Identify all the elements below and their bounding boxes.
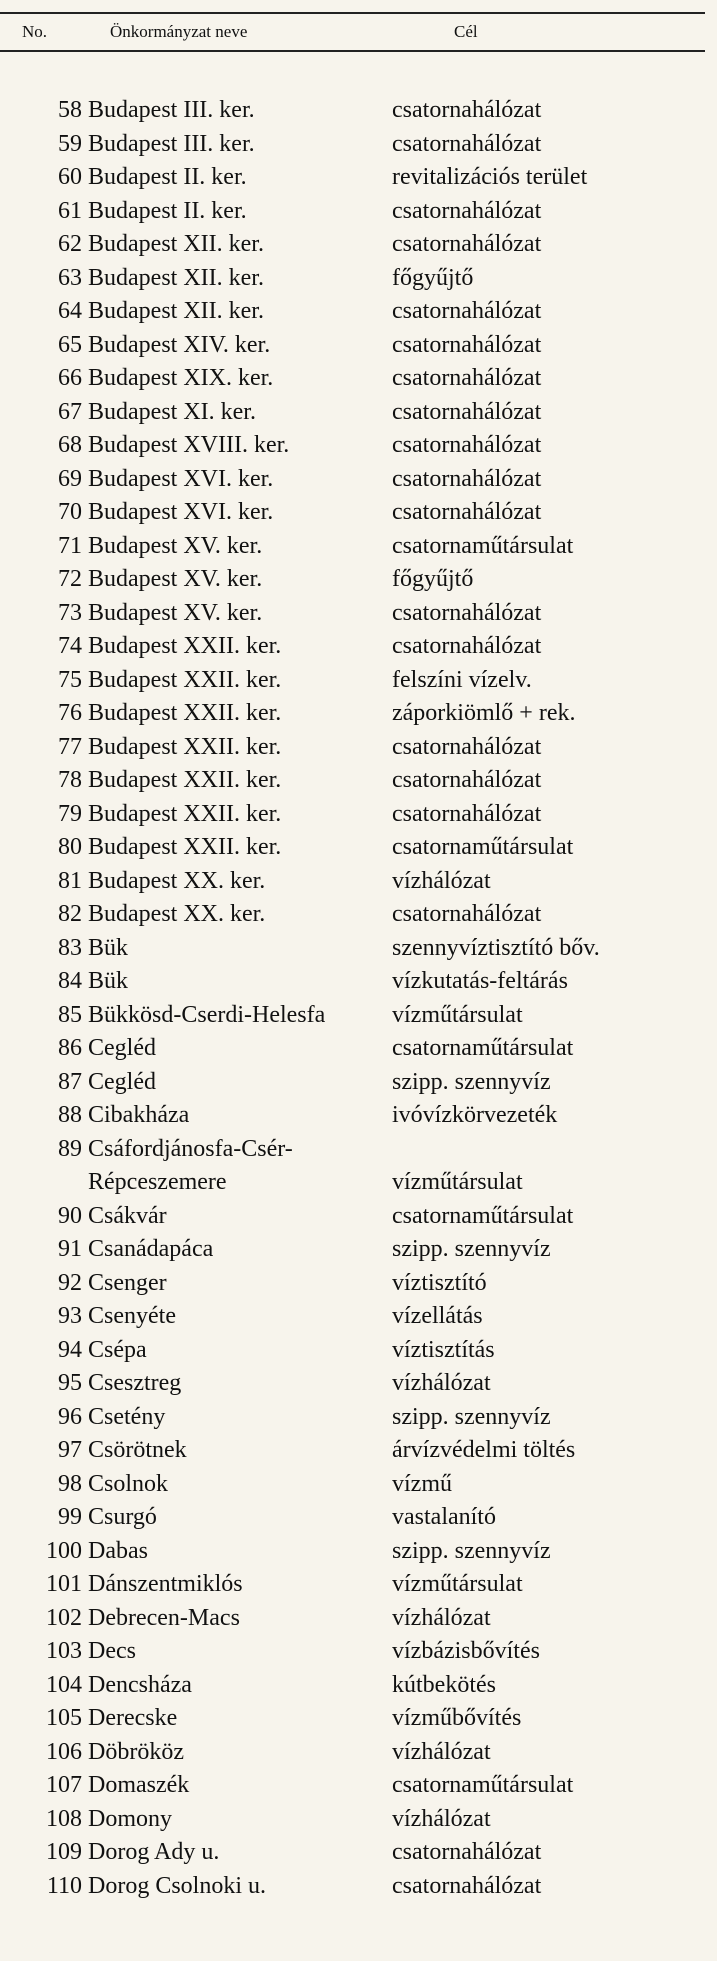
row-number: 95	[58, 1370, 82, 1396]
row-number: 102	[46, 1604, 82, 1631]
table-row	[0, 597, 705, 631]
row-number: 99	[58, 1504, 82, 1530]
row-municipality: Csetény	[88, 1403, 166, 1430]
table-row	[0, 1200, 705, 1234]
table-row	[0, 228, 705, 262]
row-municipality: Csáfordjánosfa-Csér-	[88, 1135, 293, 1162]
row-goal: vízhálózat	[392, 1370, 491, 1396]
row-goal: ivóvízkörvezeték	[392, 1102, 558, 1128]
row-goal: csatornahálózat	[392, 130, 542, 157]
table-row	[0, 195, 705, 229]
row-municipality: Budapest XIV. ker.	[88, 331, 271, 358]
table-row	[0, 1501, 705, 1535]
row-number: 82	[58, 901, 82, 927]
row-municipality: Budapest XV. ker.	[88, 566, 263, 592]
row-number: 63	[58, 264, 82, 291]
row-goal: revitalizációs terület	[392, 164, 588, 190]
table-row	[0, 697, 705, 731]
row-number: 77	[58, 733, 82, 760]
row-number: 89	[58, 1135, 82, 1162]
row-number: 87	[58, 1068, 82, 1095]
row-number: 104	[46, 1671, 82, 1698]
row-municipality: Debrecen-Macs	[88, 1604, 240, 1631]
row-goal: főgyűjtő	[392, 566, 474, 592]
row-municipality: Cegléd	[88, 1035, 156, 1061]
table-row	[0, 898, 705, 932]
row-goal: vízhálózat	[392, 1805, 491, 1832]
row-number: 75	[58, 666, 82, 693]
table-row	[0, 1434, 705, 1468]
table-header	[0, 22, 705, 44]
table-row	[0, 530, 705, 564]
row-goal: csatornahálózat	[392, 901, 542, 927]
row-goal: csatornahálózat	[392, 1872, 542, 1899]
row-municipality: Bükkösd-Cserdi-Helesfa	[88, 1001, 326, 1028]
row-goal: szipp. szennyvíz	[392, 1403, 551, 1430]
table-row	[0, 262, 705, 296]
row-municipality: Cibakháza	[88, 1102, 190, 1128]
row-goal: vízműtársulat	[392, 1001, 523, 1028]
row-number: 67	[58, 398, 82, 425]
row-number: 88	[58, 1102, 82, 1128]
row-goal: vízhálózat	[392, 1738, 491, 1765]
row-goal: csatornahálózat	[392, 197, 542, 224]
row-number: 97	[58, 1437, 82, 1463]
row-goal: csatornahálózat	[392, 1839, 542, 1865]
row-goal: vízműbővítés	[392, 1705, 522, 1731]
row-municipality: Budapest XXII. ker.	[88, 767, 282, 793]
table-row	[0, 295, 705, 329]
row-goal: vízkutatás-feltárás	[392, 968, 568, 994]
table-row	[0, 1836, 705, 1870]
row-goal: szipp. szennyvíz	[392, 1236, 551, 1262]
table-row	[0, 1702, 705, 1736]
table-row	[0, 798, 705, 832]
row-goal: kútbekötés	[392, 1671, 496, 1698]
table-row	[0, 764, 705, 798]
row-municipality: Budapest II. ker.	[88, 164, 247, 190]
row-municipality: Dánszentmiklós	[88, 1571, 243, 1597]
row-municipality: Budapest XII. ker.	[88, 264, 264, 291]
row-municipality: Budapest III. ker.	[88, 130, 255, 157]
row-municipality-continued: Répceszemere	[88, 1169, 227, 1195]
row-number: 100	[46, 1537, 82, 1564]
table-row	[0, 429, 705, 463]
row-municipality: Budapest XXII. ker.	[88, 700, 282, 726]
row-number: 109	[46, 1839, 82, 1865]
row-number: 70	[58, 499, 82, 525]
table-row	[0, 932, 705, 966]
table-row	[0, 496, 705, 530]
row-municipality: Dencsháza	[88, 1671, 192, 1698]
row-goal: csatornahálózat	[392, 733, 542, 760]
row-municipality: Dabas	[88, 1537, 148, 1564]
row-municipality: Decs	[88, 1638, 136, 1664]
row-number: 79	[58, 800, 82, 827]
row-municipality: Budapest XI. ker.	[88, 398, 256, 425]
row-goal: csatornaműtársulat	[392, 532, 574, 559]
row-number: 68	[58, 432, 82, 458]
row-goal: csatornahálózat	[392, 633, 542, 659]
row-municipality: Csörötnek	[88, 1437, 187, 1463]
row-goal: főgyűjtő	[392, 264, 474, 291]
table-body	[0, 94, 705, 1903]
table-row	[0, 865, 705, 899]
row-municipality: Budapest XXII. ker.	[88, 733, 282, 760]
row-municipality: Csurgó	[88, 1504, 157, 1530]
row-number: 83	[58, 934, 82, 961]
row-goal: felszíni vízelv.	[392, 666, 532, 693]
table-row	[0, 161, 705, 195]
table-row	[0, 1736, 705, 1770]
row-municipality: Csesztreg	[88, 1370, 182, 1396]
row-municipality: Csolnok	[88, 1470, 169, 1497]
table-row	[0, 94, 705, 128]
row-goal: csatornahálózat	[392, 97, 542, 123]
row-municipality: Budapest II. ker.	[88, 197, 247, 224]
table-row	[0, 1233, 705, 1267]
table-row	[0, 1032, 705, 1066]
table-row	[0, 1568, 705, 1602]
row-number: 64	[58, 298, 82, 324]
row-number: 90	[58, 1202, 82, 1229]
table-row	[0, 1066, 705, 1100]
row-municipality: Döbrököz	[88, 1738, 184, 1765]
header-top-rule	[0, 12, 705, 14]
row-number: 93	[58, 1303, 82, 1329]
row-number: 60	[58, 164, 82, 190]
table-row	[0, 329, 705, 363]
row-goal: vastalanító	[392, 1504, 496, 1530]
row-number: 80	[58, 834, 82, 860]
row-number: 86	[58, 1035, 82, 1061]
row-goal: csatornahálózat	[392, 298, 542, 324]
row-municipality: Budapest XXII. ker.	[88, 633, 282, 659]
row-number: 66	[58, 365, 82, 391]
row-goal: csatornaműtársulat	[392, 834, 574, 860]
row-number: 96	[58, 1403, 82, 1430]
row-number: 84	[58, 968, 82, 994]
row-number: 103	[46, 1638, 82, 1664]
row-number: 61	[58, 197, 82, 224]
header-name: Önkormányzat neve	[110, 22, 248, 41]
row-municipality: Csépa	[88, 1336, 147, 1363]
row-municipality: Budapest XX. ker.	[88, 901, 266, 927]
row-municipality: Dorog Ady u.	[88, 1839, 220, 1865]
header-bottom-rule	[0, 50, 705, 52]
row-goal: vízműtársulat	[392, 1169, 523, 1195]
row-municipality: Budapest XVI. ker.	[88, 499, 274, 525]
row-number: 91	[58, 1236, 82, 1262]
row-municipality: Csákvár	[88, 1202, 167, 1229]
row-municipality: Budapest XVIII. ker.	[88, 432, 290, 458]
row-municipality: Budapest XXII. ker.	[88, 800, 282, 827]
row-municipality: Bük	[88, 968, 129, 994]
row-goal: víztisztító	[392, 1269, 487, 1296]
row-goal: csatornahálózat	[392, 499, 542, 525]
row-goal: csatornahálózat	[392, 231, 542, 257]
row-municipality: Budapest XXII. ker.	[88, 834, 282, 860]
table-row	[0, 1870, 705, 1904]
row-number: 101	[46, 1571, 82, 1597]
row-goal: szipp. szennyvíz	[392, 1537, 551, 1564]
row-number: 62	[58, 231, 82, 257]
row-municipality: Budapest XX. ker.	[88, 867, 266, 894]
row-goal: árvízvédelmi töltés	[392, 1437, 576, 1463]
row-number: 59	[58, 130, 82, 157]
row-municipality: Domony	[88, 1805, 172, 1832]
table-row	[0, 1300, 705, 1334]
table-row	[0, 1099, 705, 1133]
table-row	[0, 1267, 705, 1301]
row-goal: csatornahálózat	[392, 599, 542, 626]
row-goal: szennyvíztisztító bőv.	[392, 934, 600, 961]
table-row	[0, 563, 705, 597]
table-row	[0, 999, 705, 1033]
row-municipality: Budapest XV. ker.	[88, 532, 263, 559]
row-goal: záporkiömlő + rek.	[392, 700, 576, 726]
row-goal: csatornahálózat	[392, 365, 542, 391]
table-row	[0, 1635, 705, 1669]
row-municipality: Bük	[88, 934, 129, 961]
table-row	[0, 630, 705, 664]
row-goal: vízműtársulat	[392, 1571, 523, 1597]
table-row	[0, 1468, 705, 1502]
row-number: 81	[58, 867, 82, 894]
row-municipality: Dorog Csolnoki u.	[88, 1872, 267, 1899]
row-goal: vízhálózat	[392, 1604, 491, 1631]
row-number: 108	[46, 1805, 82, 1832]
row-goal: csatornahálózat	[392, 767, 542, 793]
row-number: 85	[58, 1001, 82, 1028]
row-goal: vízbázisbővítés	[392, 1638, 540, 1664]
row-number: 73	[58, 599, 82, 626]
row-municipality: Csenyéte	[88, 1303, 176, 1329]
row-goal: csatornahálózat	[392, 432, 542, 458]
row-goal: csatornaműtársulat	[392, 1035, 574, 1061]
row-number: 78	[58, 767, 82, 793]
row-municipality: Csenger	[88, 1269, 167, 1296]
table-row	[0, 1334, 705, 1368]
table-row	[0, 731, 705, 765]
row-number: 71	[58, 532, 82, 559]
row-municipality: Budapest XV. ker.	[88, 599, 263, 626]
row-number: 94	[58, 1336, 82, 1363]
row-number: 65	[58, 331, 82, 358]
table-row	[0, 664, 705, 698]
table-row	[0, 396, 705, 430]
row-municipality: Budapest XII. ker.	[88, 298, 264, 324]
row-goal: szipp. szennyvíz	[392, 1068, 551, 1095]
row-number: 92	[58, 1269, 82, 1296]
row-goal: csatornaműtársulat	[392, 1772, 574, 1798]
row-municipality: Derecske	[88, 1705, 178, 1731]
table-row	[0, 1602, 705, 1636]
row-goal: csatornahálózat	[392, 331, 542, 358]
row-number: 72	[58, 566, 82, 592]
row-municipality: Cegléd	[88, 1068, 156, 1095]
table-row	[0, 463, 705, 497]
table-row	[0, 1803, 705, 1837]
table-row	[0, 831, 705, 865]
row-goal: víztisztítás	[392, 1336, 495, 1363]
row-number: 106	[46, 1738, 82, 1765]
row-municipality: Csanádapáca	[88, 1236, 214, 1262]
row-number: 110	[46, 1872, 82, 1899]
row-municipality: Budapest XVI. ker.	[88, 465, 274, 492]
table-row	[0, 1535, 705, 1569]
row-municipality: Budapest XIX. ker.	[88, 365, 274, 391]
row-goal: csatornahálózat	[392, 800, 542, 827]
row-number: 69	[58, 465, 82, 492]
table-row	[0, 1133, 705, 1200]
row-goal: csatornahálózat	[392, 465, 542, 492]
table-row	[0, 128, 705, 162]
row-goal: vízhálózat	[392, 867, 491, 894]
row-number: 76	[58, 700, 82, 726]
row-number: 58	[58, 97, 82, 123]
row-municipality: Budapest XII. ker.	[88, 231, 264, 257]
table-row	[0, 1769, 705, 1803]
row-municipality: Budapest XXII. ker.	[88, 666, 282, 693]
row-goal: vízmű	[392, 1470, 452, 1497]
row-number: 105	[46, 1705, 82, 1731]
row-number: 74	[58, 633, 82, 659]
row-number: 98	[58, 1470, 82, 1497]
row-number: 107	[46, 1772, 82, 1798]
header-goal: Cél	[454, 22, 478, 41]
table-row	[0, 1367, 705, 1401]
table-row	[0, 965, 705, 999]
row-goal: csatornahálózat	[392, 398, 542, 425]
row-municipality: Domaszék	[88, 1772, 190, 1798]
table-row	[0, 1669, 705, 1703]
header-no: No.	[22, 22, 48, 41]
table-row	[0, 1401, 705, 1435]
row-goal: vízellátás	[392, 1303, 483, 1329]
row-municipality: Budapest III. ker.	[88, 97, 255, 123]
table-row	[0, 362, 705, 396]
row-goal: csatornaműtársulat	[392, 1202, 574, 1229]
